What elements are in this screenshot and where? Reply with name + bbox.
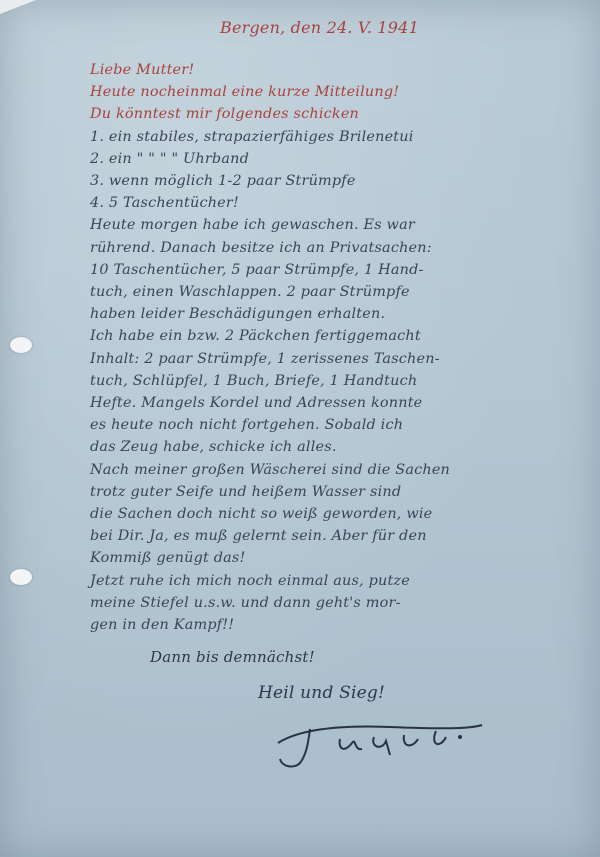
punch-hole-top bbox=[10, 337, 32, 353]
letter-line: Hefte. Mangels Kordel und Adressen konnte bbox=[90, 395, 423, 411]
letter-line: 3. wenn möglich 1-2 paar Strümpfe bbox=[90, 173, 356, 189]
letter-line: rührend. Danach besitze ich an Privatsachen: bbox=[90, 239, 432, 256]
punch-hole-bottom bbox=[10, 569, 32, 585]
letter-line: Kommiß genügt das! bbox=[90, 550, 246, 567]
letter-line: gen in den Kampf!! bbox=[90, 617, 235, 633]
closing-salute: Heil und Sieg! bbox=[258, 683, 386, 703]
torn-corner bbox=[0, 0, 36, 14]
letter-line: Nach meiner großen Wäscherei sind die Sachen bbox=[90, 461, 451, 478]
letter-line: haben leider Beschädigungen erhalten. bbox=[90, 306, 386, 323]
letter-line: Heute nocheinmal eine kurze Mitteilung! bbox=[90, 84, 400, 101]
letter-line: das Zeug habe, schicke ich alles. bbox=[90, 439, 337, 456]
letter-line: 4. 5 Taschentücher! bbox=[90, 195, 239, 212]
letter-line: Du könntest mir folgendes schicken bbox=[90, 106, 360, 123]
letter-line: tuch, Schlüpfel, 1 Buch, Briefe, 1 Handtuch bbox=[90, 372, 418, 389]
letter-line: Inhalt: 2 paar Strümpfe, 1 zerissenes Taschen- bbox=[90, 350, 440, 367]
letter-line: bei Dir. Ja, es muß gelernt sein. Aber für den bbox=[90, 528, 427, 545]
letter-line: tuch, einen Waschlappen. 2 paar Strümpfe bbox=[90, 284, 410, 300]
closing-farewell: Dann bis demnächst! bbox=[150, 648, 315, 666]
letter-line: 2. ein " " " " Uhrband bbox=[90, 150, 249, 167]
letter-line: 1. ein stabiles, strapazierfähiges Brilenetui bbox=[90, 128, 414, 145]
letter-line: meine Stiefel u.s.w. und dann geht's mor- bbox=[90, 594, 401, 611]
letter-line: trotz guter Seife und heißem Wasser sind bbox=[90, 483, 402, 500]
letter-line: die Sachen doch nicht so weiß geworden, wie bbox=[90, 506, 433, 522]
letter-line: Liebe Mutter! bbox=[90, 62, 195, 78]
letter-line: Ich habe ein bzw. 2 Päckchen fertiggemacht bbox=[90, 328, 421, 345]
letter-line: Jetzt ruhe ich mich noch einmal aus, putze bbox=[90, 572, 410, 589]
letter-date: Bergen, den 24. V. 1941 bbox=[220, 18, 419, 37]
letter-line: es heute noch nicht fortgehen. Sobald ich bbox=[90, 417, 404, 434]
letter-line: 10 Taschentücher, 5 paar Strümpfe, 1 Hand- bbox=[90, 261, 424, 278]
letter-line: Heute morgen habe ich gewaschen. Es war bbox=[90, 217, 415, 234]
signature bbox=[270, 715, 500, 775]
